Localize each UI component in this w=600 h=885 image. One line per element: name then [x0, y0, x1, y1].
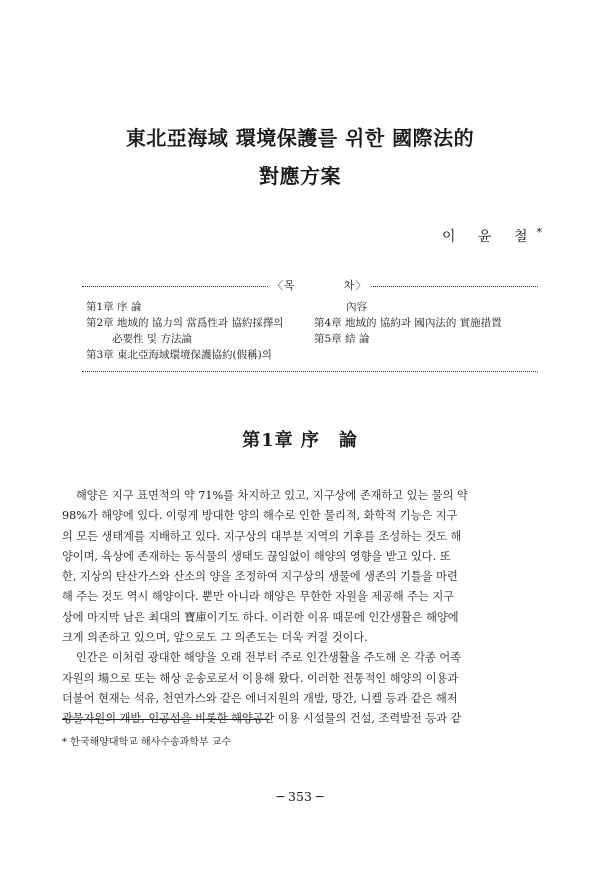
- body-line: 해양은 지구 표면적의 약 71%를 차지하고 있고, 지구상에 존재하고 있는 물의 약: [76, 489, 468, 502]
- page-number: ─ 353 ─: [276, 789, 324, 804]
- author: [442, 226, 542, 246]
- body-line: 양이며, 육상에 존재하는 동식물의 생태도 끊임없이 해양의 영향을 받고 있다. 또: [62, 549, 451, 563]
- body-line: 의 모든 생태계를 지배하고 있다. 지구상의 대부분 지역의 기후를 조성하는 것도 해: [62, 529, 462, 543]
- toc-right-column: [314, 299, 538, 347]
- toc-item: 必要性 및 方法論: [112, 333, 192, 345]
- toc-item: 內容: [346, 301, 367, 313]
- body-line: 더불어 현재는 석유, 천연가스와 같은 에너지원의 개발, 망간, 니켈 등과 같은 해저: [62, 691, 458, 705]
- toc-item: 第4章 地域的 協約과 國內法的 實施措置: [314, 317, 502, 329]
- toc-heading: 〈목 차〉: [268, 278, 371, 294]
- paper-title-line-1: 東北亞海域 環境保護를 위한 國際法的: [125, 126, 475, 150]
- footnote: * 한국해양대학교 해사수송과학부 교수: [62, 737, 232, 748]
- footnote-rule: [62, 719, 270, 720]
- toc-item: 第2章 地域的 協力의 當爲性과 協約採擇의: [86, 317, 284, 329]
- body-line: 98%가 해양에 있다. 이렇게 방대한 양의 해수로 인한 물리적, 화학적 기능은 지구: [62, 509, 458, 523]
- table-of-contents: [82, 279, 538, 372]
- paper-title-line-2: 對應方案: [259, 164, 341, 188]
- body-line: 해 주는 것도 역시 해양이다. 뿐만 아니라 해양은 무한한 자원을 제공해 주는 지구: [62, 590, 455, 604]
- body-line: 광물자원의 개발, 인공섬을 비롯한 해양공간 이용 시설물의 건설, 조력발전 등과 같: [62, 712, 462, 726]
- body-line: 자원의 場으로 또는 해상 운송로로서 이용해 왔다. 이러한 전통적인 해양의 이용과: [62, 671, 459, 685]
- toc-item: 第5章 結 論: [314, 333, 370, 345]
- body-text: [62, 486, 542, 730]
- toc-item: 第3章 東北亞海域環境保護協約(假稱)의: [86, 349, 272, 361]
- body-line: 인간은 이처럼 광대한 해양을 오래 전부터 주로 인간생활을 주도해 온 각종 어족: [76, 651, 461, 665]
- toc-left-column: [86, 299, 316, 363]
- body-line: 크게 의존하고 있으며, 앞으로도 그 의존도는 더욱 커질 것이다.: [62, 631, 368, 645]
- chapter-heading: 第1章 序 論: [242, 430, 358, 451]
- author-footnote-mark: *: [536, 226, 542, 239]
- toc-item: 第1章 序 論: [86, 301, 142, 313]
- body-line: 한, 지상의 탄산가스와 산소의 양을 조정하여 지구상의 생물에 생존의 기틀을 마련: [62, 570, 458, 584]
- body-line: 상에 마지막 남은 최대의 寶庫이기도 하다. 이러한 이유 때문에 인간생활은 해양에: [62, 610, 459, 624]
- author-name: 이 윤 철: [442, 229, 537, 245]
